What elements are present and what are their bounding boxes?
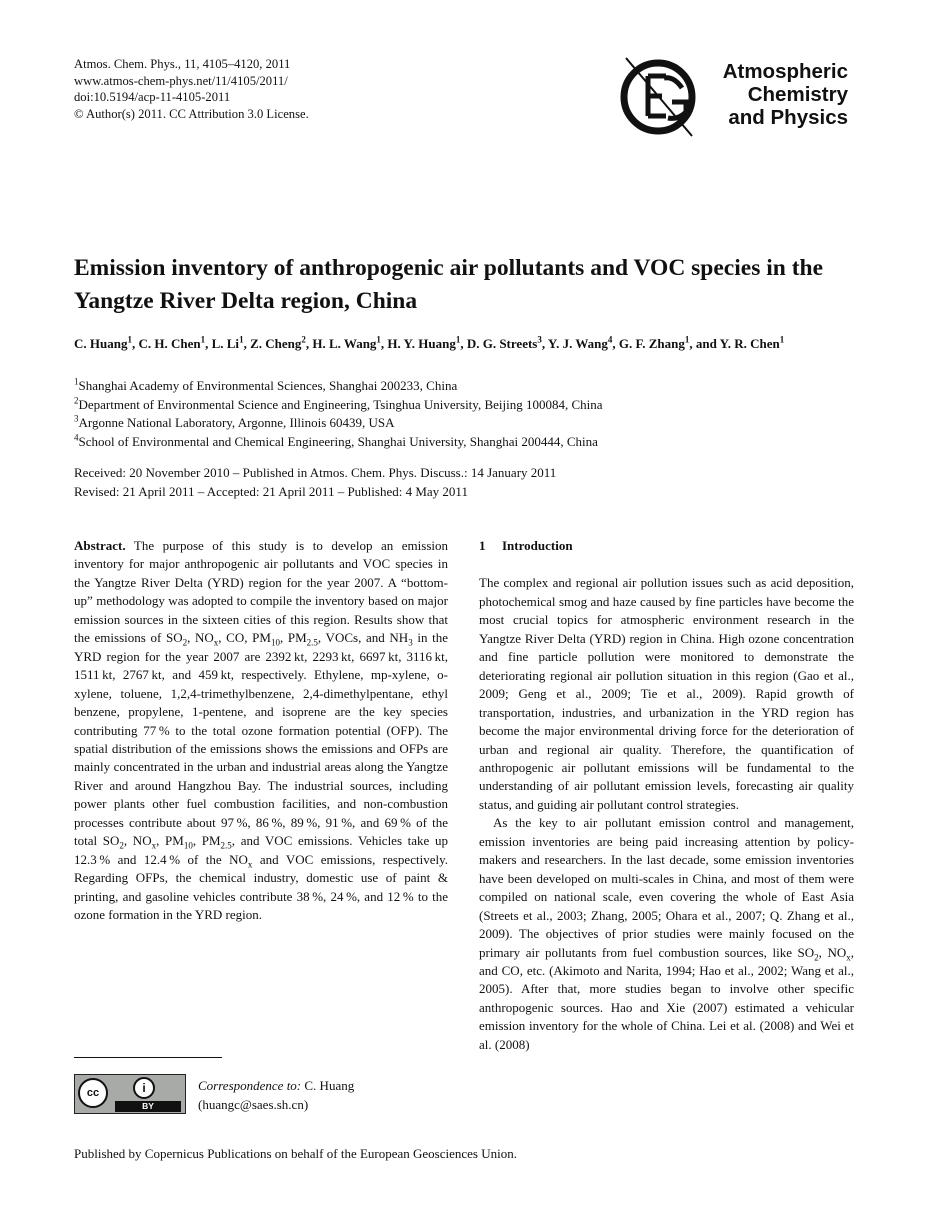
affiliation-2: $^2$Department of Environmental Science and Engineering, Tsinghua University, Beijing 100084, China <box>74 395 603 412</box>
cc-by-badge[interactable] <box>74 1074 186 1114</box>
affiliation-3: $^3$Argonne National Laboratory, Argonne, Illinois 60439, USA <box>74 414 395 431</box>
correspondence-email[interactable]: (huangc@saes.sh.cn) <box>198 1096 309 1112</box>
journal-logo <box>620 52 860 140</box>
section-title: Introduction <box>502 538 573 553</box>
license-line: © Author(s) 2011. CC Attribution 3.0 License. <box>74 106 309 121</box>
cc-by-label: BY <box>115 1101 181 1112</box>
affiliation-1: $^1$Shanghai Academy of Environmental Sciences, Shanghai 200233, China <box>74 376 458 393</box>
attribution-icon: i <box>133 1077 155 1099</box>
doi[interactable]: doi:10.5194/acp-11-4105-2011 <box>74 90 231 104</box>
journal-meta <box>74 56 309 122</box>
logo-line-1: Atmospheric <box>722 60 848 83</box>
affiliation-4: $^4$School of Environmental and Chemical Engineering, Shanghai University, Shanghai 200444, China <box>74 432 598 450</box>
introduction-section <box>479 537 854 1054</box>
logo-line-2: Chemistry <box>747 83 848 106</box>
abstract-text: The purpose of this study is to develop an emission inventory for major anthropogenic air pollutants and VOC species in the Yangtze River Delta (YRD) region for the year 2007. A “bottom-up” methodology was adopted to compile the inventory based on major emission sources in the sixteen cities of this region. Results show that the emissions of $SO_2$, $NO_x$, CO, $PM_{10}$, $PM_{2.5}$, VOCs, and $NH_3$ in the YRD region for the year 2007 are 2392 kt, 2293 kt, 6697 kt, 3116 kt, 1511 kt, 2767 kt, and 459 kt, respectively. Ethylene, mp-xylene, o-xylene, toluene, 1,2,4-trimethylbenzene, 2,4-dimethylpentane, ethyl benzene, propylene, 1-pentene, and isoprene are the key species contributing 77 % to the total ozone formation potential (OFP). The spatial distribution of the emissions shows the emissions and OFPs are mainly concentrated in the urban and industrial areas along the Yangtze River and around Hangzhou Bay. The industrial sources, including power plants other fuel combustion facilities, and non-combustion processes contribute about 97 %, 86 %, 89 %, 91 %, and 69 % of the total $SO_2$, $NO_x$, $PM_{10}$, $PM_{2.5}$, and VOC emissions. Vehicles take up 12.3 % and 12.4 % of the $NO_x$ and VOC emissions, respectively. Regarding OFPs, the chemical industry, domestic use of paint & printing, and gasoline vehicles contribute 38 %, 24 %, and 12 % to the ozone formation in the YRD region. <box>74 538 448 923</box>
received-line: Received: 20 November 2010 – Published in Atmos. Chem. Phys. Discuss.: 14 January 2011 <box>74 465 557 480</box>
abstract-label: Abstract. <box>74 538 126 553</box>
author-list: C. Huang$^1$, C. H. Chen$^1$, L. Li$^1$, Z. Cheng$^2$, H. L. Wang$^1$, H. Y. Huang$^1$, D. G. Streets$^3$, Y. J. Wang$^4$, G. F. Zhang$^1$, and Y. R. Chen$^1$ <box>74 334 785 351</box>
journal-citation: Atmos. Chem. Phys., 11, 4105–4120, 2011 <box>74 57 291 71</box>
intro-paragraph-1: The complex and regional air pollution issues such as acid deposition, photochemical smog and haze caused by fine particles have become the most crucial topics for atmospheric environment research in the Yangtze River Delta (YRD) region in China. High ozone concentration and fine particle pollution were monitored to demonstrate the deteriorating regional air pollution situation in this region (Gao et al., 2009; Geng et al., 2009; Tie et al., 2009). Rapid growth of transportation, industries, and urbanization in the YRD region has become the major environmental driving force for the deterioration of urban and regional air quality. Therefore, the quantification of anthropogenic air pollutant emissions will be fundamental to the understanding of air pollutant emission levels, forecasting air quality status, and guiding air pollutant control strategies. <box>479 575 854 812</box>
journal-url[interactable]: www.atmos-chem-phys.net/11/4105/2011/ <box>74 73 288 88</box>
paper-title: Emission inventory of anthropogenic air pollutants and VOC species in the Yangtze River Delta region, China <box>74 255 824 314</box>
egu-logo-icon <box>620 54 698 140</box>
correspondence-label: Correspondence to: <box>198 1078 302 1093</box>
page-footer: Published by Copernicus Publications on behalf of the European Geosciences Union. <box>74 1146 517 1161</box>
intro-paragraph-2: As the key to air pollutant emission control and management, emission inventories are being paid increasing attention by policy-makers and researchers. In the last decade, some emission inventories have been developed on multi-scales in China, and most of them were compiled on national scale, even covering the whole of East Asia (Streets et al., 2003; Zhang, 2005; Ohara et al., 2007; Q. Zhang et al., 2009). The objectives of prior studies were mainly focused on the primary air pollutants from fuel combustion sources, like $SO_2$, $NO_x$, and CO, etc. (Akimoto and Narita, 1994; Hao et al., 2002; Wang et al., 2005). After that, more studies began to involve other specific anthropogenic sources. Hao and Xie (2007) estimated a vehicular emission inventory for the whole of China. Lei et al. (2008) and Wei et al. (2008) <box>479 815 854 1052</box>
section-number: 1 <box>479 538 486 553</box>
affiliations <box>74 377 864 452</box>
section-heading <box>479 537 854 555</box>
correspondence-line <box>198 1077 354 1096</box>
publication-dates <box>74 464 864 501</box>
footnote-divider <box>74 1057 222 1058</box>
cc-icon: cc <box>78 1078 108 1108</box>
revised-line: Revised: 21 April 2011 – Accepted: 21 April 2011 – Published: 4 May 2011 <box>74 483 468 499</box>
logo-line-3: and Physics <box>728 106 848 129</box>
abstract <box>74 537 448 925</box>
correspondence-name: C. Huang <box>304 1078 355 1093</box>
correspondence <box>198 1077 354 1114</box>
logo-text <box>723 60 848 129</box>
